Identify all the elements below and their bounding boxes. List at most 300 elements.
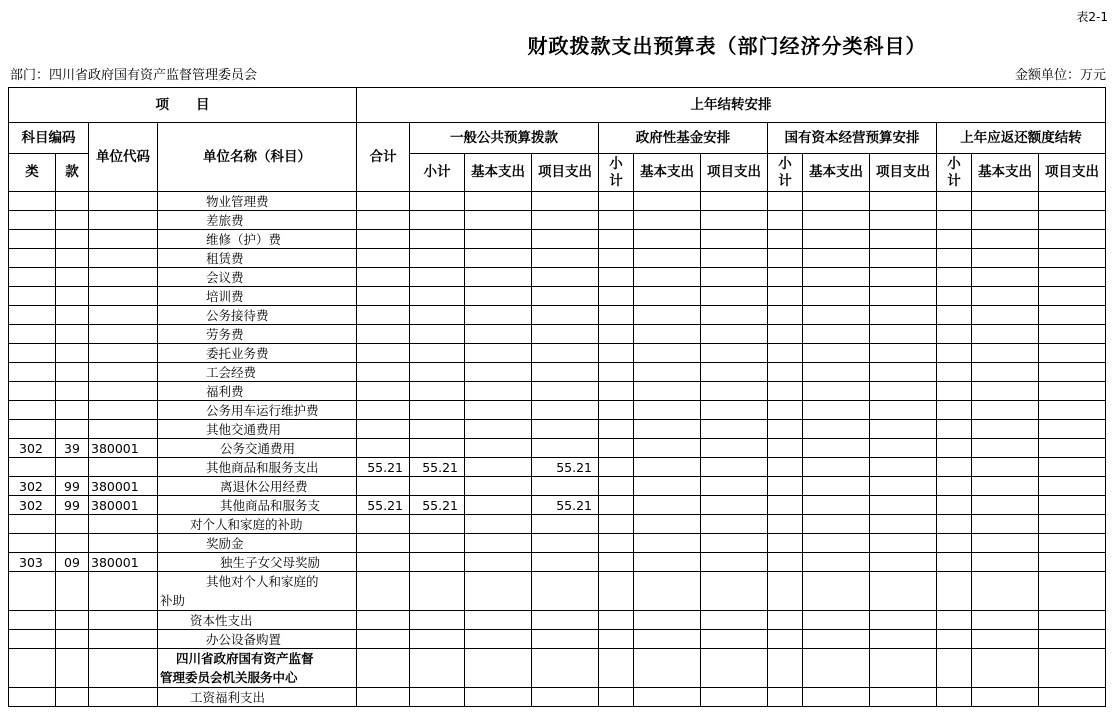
- empty-cell: [599, 211, 634, 230]
- empty-cell: [803, 363, 870, 382]
- cell-kuan: 99: [56, 496, 89, 515]
- empty-cell: [89, 688, 158, 707]
- empty-cell: [599, 287, 634, 306]
- cell-lei: [9, 249, 56, 268]
- cell-total: [357, 553, 410, 572]
- empty-cell: [870, 363, 937, 382]
- cell-general-basic: [465, 287, 532, 306]
- empty-cell: [937, 268, 972, 287]
- cell-lei: [9, 401, 56, 420]
- empty-cell: [937, 230, 972, 249]
- cell-unit-name: 公务接待费: [158, 306, 357, 325]
- cell-general-basic: [465, 496, 532, 515]
- cell-unit-code: [89, 268, 158, 287]
- empty-cell: [768, 439, 803, 458]
- empty-cell: [634, 534, 701, 553]
- empty-cell: [1039, 649, 1106, 688]
- cell-unit-code: [89, 230, 158, 249]
- cell-general-project: [532, 401, 599, 420]
- empty-cell: [937, 249, 972, 268]
- empty-cell: [1039, 496, 1106, 515]
- cell-unit-name: 奖励金: [158, 534, 357, 553]
- empty-cell: [634, 496, 701, 515]
- empty-cell: [870, 268, 937, 287]
- empty-cell: [1039, 192, 1106, 211]
- empty-cell: [1039, 211, 1106, 230]
- empty-cell: [599, 439, 634, 458]
- cell-lei: [9, 192, 56, 211]
- cell-unit-code: [89, 192, 158, 211]
- empty-cell: [768, 249, 803, 268]
- empty-cell: [599, 496, 634, 515]
- empty-cell: [634, 363, 701, 382]
- empty-cell: [1039, 420, 1106, 439]
- table-row: [9, 420, 1106, 439]
- empty-cell: [768, 649, 803, 688]
- cell-general-basic: [465, 477, 532, 496]
- cell-general-subtotal: [410, 553, 465, 572]
- empty-cell: [9, 649, 56, 688]
- cell-unit-name: 委托业务费: [158, 344, 357, 363]
- empty-cell: [937, 439, 972, 458]
- empty-cell: [701, 649, 768, 688]
- cell-kuan: [56, 401, 89, 420]
- empty-cell: [972, 287, 1039, 306]
- page-title: 财政拨款支出预算表（部门经济分类科目）: [527, 34, 927, 58]
- cell-general-subtotal: [410, 515, 465, 534]
- empty-cell: [768, 553, 803, 572]
- cell-kuan: [56, 325, 89, 344]
- empty-cell: [465, 649, 532, 688]
- cell-general-subtotal: [410, 230, 465, 249]
- cell-general-basic: [465, 230, 532, 249]
- cell-general-basic: [465, 534, 532, 553]
- header-refund-subtotal: 小 计: [937, 154, 972, 192]
- cell-general-project: [532, 287, 599, 306]
- cell-kuan: [56, 230, 89, 249]
- empty-cell: [1039, 325, 1106, 344]
- cell-lei: [9, 382, 56, 401]
- empty-cell: [870, 496, 937, 515]
- empty-cell: [972, 688, 1039, 707]
- empty-cell: [1039, 249, 1106, 268]
- empty-cell: [803, 649, 870, 688]
- empty-cell: [56, 649, 89, 688]
- cell-general-basic: [465, 249, 532, 268]
- cell-unit-name: 工会经费: [158, 363, 357, 382]
- cell-total: [357, 325, 410, 344]
- cell-kuan: [56, 344, 89, 363]
- cell-unit-code: [89, 344, 158, 363]
- empty-cell: [768, 458, 803, 477]
- empty-cell: [937, 477, 972, 496]
- empty-cell: [972, 268, 1039, 287]
- cell-unit-code: [89, 401, 158, 420]
- cell-general-project: [532, 553, 599, 572]
- empty-cell: [701, 306, 768, 325]
- name-line-1: 其他对个人和家庭的: [206, 574, 319, 589]
- empty-cell: [634, 268, 701, 287]
- cell-lei: [9, 306, 56, 325]
- cell-unit-code: 380001: [89, 553, 158, 572]
- cell-general-basic: [465, 306, 532, 325]
- cell-unit-code: [89, 534, 158, 553]
- table-row: [9, 211, 1106, 230]
- cell-lei: 302: [9, 477, 56, 496]
- empty-cell: [599, 306, 634, 325]
- empty-cell: [701, 572, 768, 611]
- name-line-2: 补助: [160, 593, 186, 608]
- cell-general-basic: [465, 439, 532, 458]
- empty-cell: [937, 287, 972, 306]
- cell-general-basic: [465, 515, 532, 534]
- empty-cell: [870, 458, 937, 477]
- empty-cell: [465, 630, 532, 649]
- cell-general-subtotal: [410, 306, 465, 325]
- empty-cell: [870, 515, 937, 534]
- empty-cell: [701, 363, 768, 382]
- empty-cell: [937, 649, 972, 688]
- cell-unit-name: 物业管理费: [158, 192, 357, 211]
- empty-cell: [701, 344, 768, 363]
- empty-cell: [599, 230, 634, 249]
- cell-unit-name: 其他商品和服务支: [158, 496, 357, 515]
- empty-cell: [972, 344, 1039, 363]
- header-kuan: 款: [56, 154, 89, 192]
- cell-general-basic: [465, 363, 532, 382]
- empty-cell: [972, 515, 1039, 534]
- empty-cell: [701, 534, 768, 553]
- empty-cell: [803, 458, 870, 477]
- cell-total: 55.21: [357, 496, 410, 515]
- cell-lei: [9, 344, 56, 363]
- empty-cell: [937, 363, 972, 382]
- empty-cell: [701, 287, 768, 306]
- empty-cell: [937, 611, 972, 630]
- empty-cell: [768, 534, 803, 553]
- empty-cell: [410, 611, 465, 630]
- budget-table: [8, 87, 1106, 707]
- empty-cell: [870, 401, 937, 420]
- empty-cell: [768, 572, 803, 611]
- empty-cell: [701, 688, 768, 707]
- cell-general-basic: [465, 325, 532, 344]
- empty-cell: [803, 572, 870, 611]
- empty-cell: [870, 439, 937, 458]
- empty-cell: [9, 688, 56, 707]
- cell-total: [357, 420, 410, 439]
- cell-unit-code: [89, 287, 158, 306]
- cell-lei: [9, 420, 56, 439]
- empty-cell: [768, 688, 803, 707]
- empty-cell: [599, 553, 634, 572]
- table-row: [9, 287, 1106, 306]
- empty-cell: [972, 611, 1039, 630]
- header-general-project: 项目支出: [532, 154, 599, 192]
- cell-unit-name: 其他交通费用: [158, 420, 357, 439]
- cell-unit-name: [158, 649, 357, 688]
- cell-general-subtotal: [410, 477, 465, 496]
- empty-cell: [89, 611, 158, 630]
- empty-cell: [701, 249, 768, 268]
- table-row: [9, 363, 1106, 382]
- empty-cell: [465, 688, 532, 707]
- table-row: [9, 688, 1106, 707]
- cell-total: [357, 287, 410, 306]
- empty-cell: [803, 477, 870, 496]
- empty-cell: [701, 611, 768, 630]
- empty-cell: [532, 572, 599, 611]
- empty-cell: [870, 306, 937, 325]
- cell-kuan: [56, 515, 89, 534]
- empty-cell: [937, 496, 972, 515]
- cell-unit-name: 维修（护）费: [158, 230, 357, 249]
- cell-lei: [9, 325, 56, 344]
- table-row: [9, 249, 1106, 268]
- empty-cell: [599, 611, 634, 630]
- header-capital-subtotal: 小 计: [768, 154, 803, 192]
- empty-cell: [937, 401, 972, 420]
- amount-unit-label: 金额单位：万元: [1014, 68, 1106, 83]
- empty-cell: [634, 611, 701, 630]
- empty-cell: [768, 344, 803, 363]
- header-total: 合计: [357, 123, 410, 192]
- cell-general-basic: [465, 268, 532, 287]
- empty-cell: [972, 496, 1039, 515]
- empty-cell: [870, 649, 937, 688]
- empty-cell: [634, 630, 701, 649]
- empty-cell: [803, 382, 870, 401]
- cell-general-project: [532, 344, 599, 363]
- empty-cell: [972, 363, 1039, 382]
- header-subject-code: 科目编码: [9, 123, 89, 154]
- cell-unit-name: 其他商品和服务支出: [158, 458, 357, 477]
- empty-cell: [701, 230, 768, 249]
- cell-general-project: [532, 363, 599, 382]
- cell-general-project: [532, 230, 599, 249]
- empty-cell: [1039, 439, 1106, 458]
- cell-lei: [9, 268, 56, 287]
- cell-unit-name: 公务用车运行维护费: [158, 401, 357, 420]
- cell-unit-code: [89, 211, 158, 230]
- cell-general-project: [532, 382, 599, 401]
- empty-cell: [532, 688, 599, 707]
- table-row: [9, 306, 1106, 325]
- cell-general-subtotal: [410, 211, 465, 230]
- empty-cell: [634, 325, 701, 344]
- cell-unit-name: 租赁费: [158, 249, 357, 268]
- empty-cell: [972, 325, 1039, 344]
- empty-cell: [937, 420, 972, 439]
- empty-cell: [634, 649, 701, 688]
- empty-cell: [599, 420, 634, 439]
- empty-cell: [972, 420, 1039, 439]
- cell-total: [357, 211, 410, 230]
- cell-general-subtotal: [410, 534, 465, 553]
- cell-unit-name: 离退休公用经费: [158, 477, 357, 496]
- cell-lei: [9, 287, 56, 306]
- empty-cell: [410, 572, 465, 611]
- empty-cell: [599, 688, 634, 707]
- header-project: 项 目: [9, 88, 357, 123]
- cell-general-subtotal: [410, 344, 465, 363]
- cell-general-project: [532, 534, 599, 553]
- empty-cell: [870, 420, 937, 439]
- cell-general-project: [532, 325, 599, 344]
- cell-kuan: [56, 534, 89, 553]
- header-fund-basic: 基本支出: [634, 154, 701, 192]
- cell-unit-name: 工资福利支出: [158, 688, 357, 707]
- empty-cell: [410, 688, 465, 707]
- cell-general-subtotal: [410, 382, 465, 401]
- empty-cell: [599, 344, 634, 363]
- header-state-capital: 国有资本经营预算安排: [768, 123, 937, 154]
- cell-lei: [9, 534, 56, 553]
- cell-kuan: [56, 306, 89, 325]
- cell-general-subtotal: 55.21: [410, 458, 465, 477]
- cell-unit-name: 独生子女父母奖励: [158, 553, 357, 572]
- table-row: [9, 439, 1106, 458]
- cell-unit-name: 公务交通费用: [158, 439, 357, 458]
- empty-cell: [89, 649, 158, 688]
- table-number: 表2-1: [1076, 10, 1108, 24]
- header-general-subtotal: 小计: [410, 154, 465, 192]
- header-fund: 政府性基金安排: [599, 123, 768, 154]
- header-fund-project: 项目支出: [701, 154, 768, 192]
- empty-cell: [701, 192, 768, 211]
- cell-general-project: [532, 211, 599, 230]
- empty-cell: [768, 611, 803, 630]
- empty-cell: [768, 363, 803, 382]
- cell-total: [357, 230, 410, 249]
- empty-cell: [1039, 458, 1106, 477]
- empty-cell: [870, 192, 937, 211]
- empty-cell: [634, 553, 701, 572]
- empty-cell: [972, 458, 1039, 477]
- cell-unit-code: 380001: [89, 477, 158, 496]
- cell-unit-code: [89, 458, 158, 477]
- empty-cell: [768, 192, 803, 211]
- empty-cell: [9, 572, 56, 611]
- empty-cell: [803, 287, 870, 306]
- empty-cell: [701, 458, 768, 477]
- cell-unit-name: 办公设备购置: [158, 630, 357, 649]
- cell-total: [357, 268, 410, 287]
- table-row: [9, 230, 1106, 249]
- cell-unit-code: [89, 249, 158, 268]
- empty-cell: [532, 611, 599, 630]
- empty-cell: [803, 192, 870, 211]
- empty-cell: [1039, 630, 1106, 649]
- cell-general-basic: [465, 382, 532, 401]
- header-unit-name: 单位名称（科目）: [158, 123, 357, 192]
- empty-cell: [768, 230, 803, 249]
- table-row: [9, 630, 1106, 649]
- table-row: [9, 496, 1106, 515]
- table-row: [9, 611, 1106, 630]
- empty-cell: [972, 249, 1039, 268]
- cell-kuan: [56, 211, 89, 230]
- empty-cell: [1039, 287, 1106, 306]
- empty-cell: [937, 515, 972, 534]
- empty-cell: [599, 630, 634, 649]
- empty-cell: [634, 401, 701, 420]
- cell-unit-name: 培训费: [158, 287, 357, 306]
- cell-total: [357, 306, 410, 325]
- empty-cell: [599, 515, 634, 534]
- empty-cell: [768, 287, 803, 306]
- empty-cell: [599, 382, 634, 401]
- empty-cell: [634, 572, 701, 611]
- empty-cell: [870, 230, 937, 249]
- empty-cell: [768, 477, 803, 496]
- empty-cell: [803, 611, 870, 630]
- empty-cell: [701, 515, 768, 534]
- empty-cell: [803, 401, 870, 420]
- empty-cell: [634, 344, 701, 363]
- empty-cell: [937, 325, 972, 344]
- empty-cell: [803, 268, 870, 287]
- empty-cell: [357, 649, 410, 688]
- empty-cell: [599, 534, 634, 553]
- cell-general-project: [532, 439, 599, 458]
- cell-lei: 303: [9, 553, 56, 572]
- empty-cell: [701, 325, 768, 344]
- cell-general-subtotal: [410, 325, 465, 344]
- cell-general-basic: [465, 458, 532, 477]
- empty-cell: [599, 325, 634, 344]
- cell-general-subtotal: 55.21: [410, 496, 465, 515]
- empty-cell: [803, 230, 870, 249]
- empty-cell: [937, 306, 972, 325]
- cell-general-project: [532, 268, 599, 287]
- empty-cell: [599, 401, 634, 420]
- cell-general-project: [532, 477, 599, 496]
- cell-general-subtotal: [410, 249, 465, 268]
- table-row: [9, 268, 1106, 287]
- header-capital-project: 项目支出: [870, 154, 937, 192]
- cell-unit-code: [89, 363, 158, 382]
- empty-cell: [803, 249, 870, 268]
- empty-cell: [937, 553, 972, 572]
- empty-cell: [357, 572, 410, 611]
- cell-general-basic: [465, 553, 532, 572]
- cell-unit-code: [89, 515, 158, 534]
- empty-cell: [870, 553, 937, 572]
- empty-cell: [937, 572, 972, 611]
- table-row: [9, 458, 1106, 477]
- cell-total: [357, 192, 410, 211]
- empty-cell: [937, 211, 972, 230]
- empty-cell: [768, 268, 803, 287]
- cell-lei: [9, 230, 56, 249]
- empty-cell: [599, 363, 634, 382]
- empty-cell: [465, 572, 532, 611]
- cell-general-basic: [465, 420, 532, 439]
- empty-cell: [9, 611, 56, 630]
- empty-cell: [634, 688, 701, 707]
- empty-cell: [768, 496, 803, 515]
- header-fund-subtotal: 小 计: [599, 154, 634, 192]
- department-label: 部门：四川省政府国有资产监督管理委员会: [10, 68, 258, 83]
- cell-kuan: [56, 420, 89, 439]
- cell-kuan: [56, 287, 89, 306]
- header-capital-basic: 基本支出: [803, 154, 870, 192]
- empty-cell: [701, 420, 768, 439]
- cell-general-project: [532, 420, 599, 439]
- cell-kuan: 39: [56, 439, 89, 458]
- empty-cell: [972, 306, 1039, 325]
